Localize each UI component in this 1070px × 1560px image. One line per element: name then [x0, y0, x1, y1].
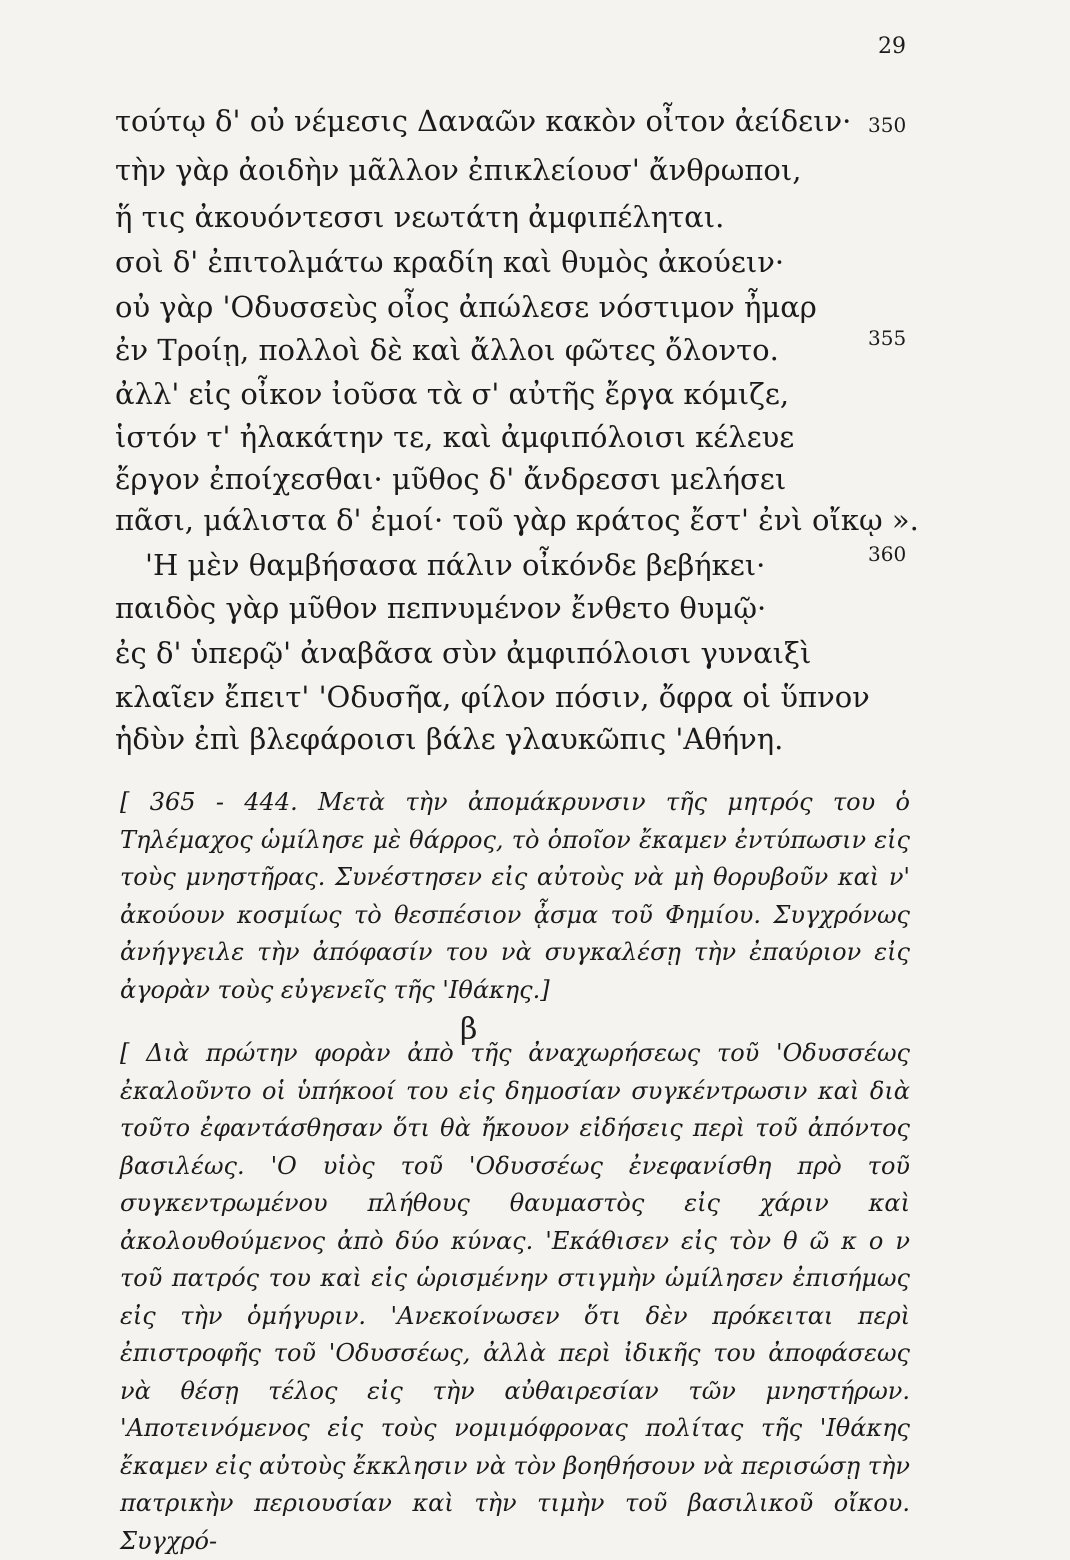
- verse-text: ἐν Τροίῃ, πολλοὶ δὲ καὶ ἄλλοι φῶτες ὄλοντο.: [115, 333, 779, 367]
- verse-line-8: [115, 420, 915, 454]
- verse-line-1: [115, 104, 915, 138]
- verse-text: ἱστόν τ' ἠλακάτην τε, καὶ ἀμφιπόλοισι κέλευε: [115, 420, 795, 454]
- verse-line-12: [115, 591, 915, 625]
- verse-text: ἥ τις ἀκουόντεσσι νεωτάτη ἀμφιπέληται.: [115, 200, 725, 234]
- verse-text: κλαῖεν ἔπειτ' 'Οδυσῆα, φίλον πόσιν, ὄφρα οἱ ὕπνον: [115, 680, 870, 714]
- verse-line-2: [115, 153, 915, 187]
- verse-line-5: [115, 290, 915, 324]
- verse-text: ἡδὺν ἐπὶ βλεφάροισι βάλε γλαυκῶπις 'Αθήνη.: [115, 722, 784, 756]
- summary-paragraph-beta: [120, 1035, 910, 1560]
- summary-text: [ 365 - 444. Μετὰ τὴν ἀπομάκρυνσιν τῆς μητρός του ὁ Τηλέμαχος ὡμίλησε μὲ θάρρος, τὸ ὁποῖον ἔκαμεν ἐντύπωσιν εἰς τοὺς μνηστῆρας. Συνέστησεν εἰς αὐτοὺς νὰ μὴ θορυβοῦν καὶ ν' ἀκούουν κοσμίως τὸ θεσπέσιον ᾆσμα τοῦ Φημίου. Συγχρόνως ἀνήγγειλε τὴν ἀπόφασίν του νὰ συγκαλέσῃ τὴν ἐπαύριον εἰς ἀγορὰν τοὺς εὐγενεῖς τῆς 'Ιθάκης.]: [120, 788, 910, 1004]
- verse-line-4: [115, 245, 915, 279]
- verse-text: ἐς δ' ὑπερῷ' ἀναβᾶσα σὺν ἀμφιπόλοισι γυναιξὶ: [115, 636, 812, 670]
- verse-line-11: [115, 548, 945, 582]
- verse-text: σοὶ δ' ἐπιτολμάτω κραδίη καὶ θυμὸς ἀκούειν·: [115, 245, 785, 279]
- summary-paragraph-365-444: [120, 784, 910, 1009]
- line-number-355: 355: [868, 326, 907, 350]
- verse-text: ἀλλ' εἰς οἶκον ἰοῦσα τὰ σ' αὐτῆς ἔργα κόμιζε,: [115, 377, 790, 411]
- verse-line-10: [115, 503, 919, 537]
- line-number-360: 360: [868, 542, 907, 566]
- verse-line-14: [115, 680, 915, 714]
- summary-text: [ Διὰ πρώτην φορὰν ἀπὸ τῆς ἀναχωρήσεως τοῦ 'Οδυσσέως ἐκαλοῦντο οἱ ὑπήκοοί του εἰς δημοσίαν συγκέντρωσιν καὶ διὰ τοῦτο ἐφαντάσθησαν ὅτι θὰ ἤκουον εἰδήσεις περὶ τοῦ ἀπόντος βασιλέως. 'Ο υἱὸς τοῦ 'Οδυσσέως ἐνεφανίσθη πρὸ τοῦ συγκεντρωμένου πλήθους θαυμαστὸς εἰς χάριν καὶ ἀκολουθούμενος ἀπὸ δύο κύνας. 'Εκάθισεν εἰς τὸν θ ῶ κ ο ν τοῦ πατρός του καὶ εἰς ὡρισμένην στιγμὴν ὡμίλησεν ἐπισήμως εἰς τὴν ὁμήγυριν. 'Ανεκοίνωσεν ὅτι δὲν πρόκειται περὶ ἐπιστροφῆς τοῦ 'Οδυσσέως, ἀλλὰ περὶ ἰδικῆς του ἀποφάσεως νὰ θέσῃ τέλος εἰς τὴν αὐθαιρεσίαν τῶν μνηστήρων. 'Αποτεινόμενος εἰς τοὺς νομιμόφρονας πολίτας τῆς 'Ιθάκης ἔκαμεν εἰς αὐτοὺς ἔκκλησιν νὰ τὸν βοηθήσουν νὰ περισώσῃ τὴν πατρικὴν περιουσίαν καὶ τὴν τιμὴν τοῦ βασιλικοῦ οἴκου. Συγχρό-: [120, 1039, 910, 1555]
- verse-text: τούτῳ δ' οὐ νέμεσις Δαναῶν κακὸν οἶτον ἀείδειν·: [115, 104, 852, 138]
- verse-line-7: [115, 377, 915, 411]
- line-number-350: 350: [868, 113, 907, 137]
- verse-text: πᾶσι, μάλιστα δ' ἐμοί· τοῦ γὰρ κράτος ἔστ' ἐνὶ οἴκῳ ».: [115, 503, 919, 537]
- verse-line-13: [115, 636, 915, 670]
- page-number: 29: [878, 34, 906, 59]
- verse-text: 'Η μὲν θαμβήσασα πάλιν οἶκόνδε βεβήκει·: [145, 548, 766, 582]
- verse-line-6: [115, 333, 915, 367]
- verse-line-9: [115, 462, 915, 496]
- verse-line-15: [115, 722, 915, 756]
- verse-text: οὐ γὰρ 'Οδυσσεὺς οἶος ἀπώλεσε νόστιμον ἦμαρ: [115, 290, 817, 324]
- verse-line-3: [115, 200, 915, 234]
- verse-text: ἔργον ἐποίχεσθαι· μῦθος δ' ἄνδρεσσι μελήσει: [115, 462, 787, 496]
- section-letter: β: [460, 1012, 478, 1047]
- verse-text: παιδὸς γὰρ μῦθον πεπνυμένον ἔνθετο θυμῷ·: [115, 591, 767, 625]
- verse-text: τὴν γὰρ ἀοιδὴν μᾶλλον ἐπικλείουσ' ἄνθρωποι,: [115, 153, 802, 187]
